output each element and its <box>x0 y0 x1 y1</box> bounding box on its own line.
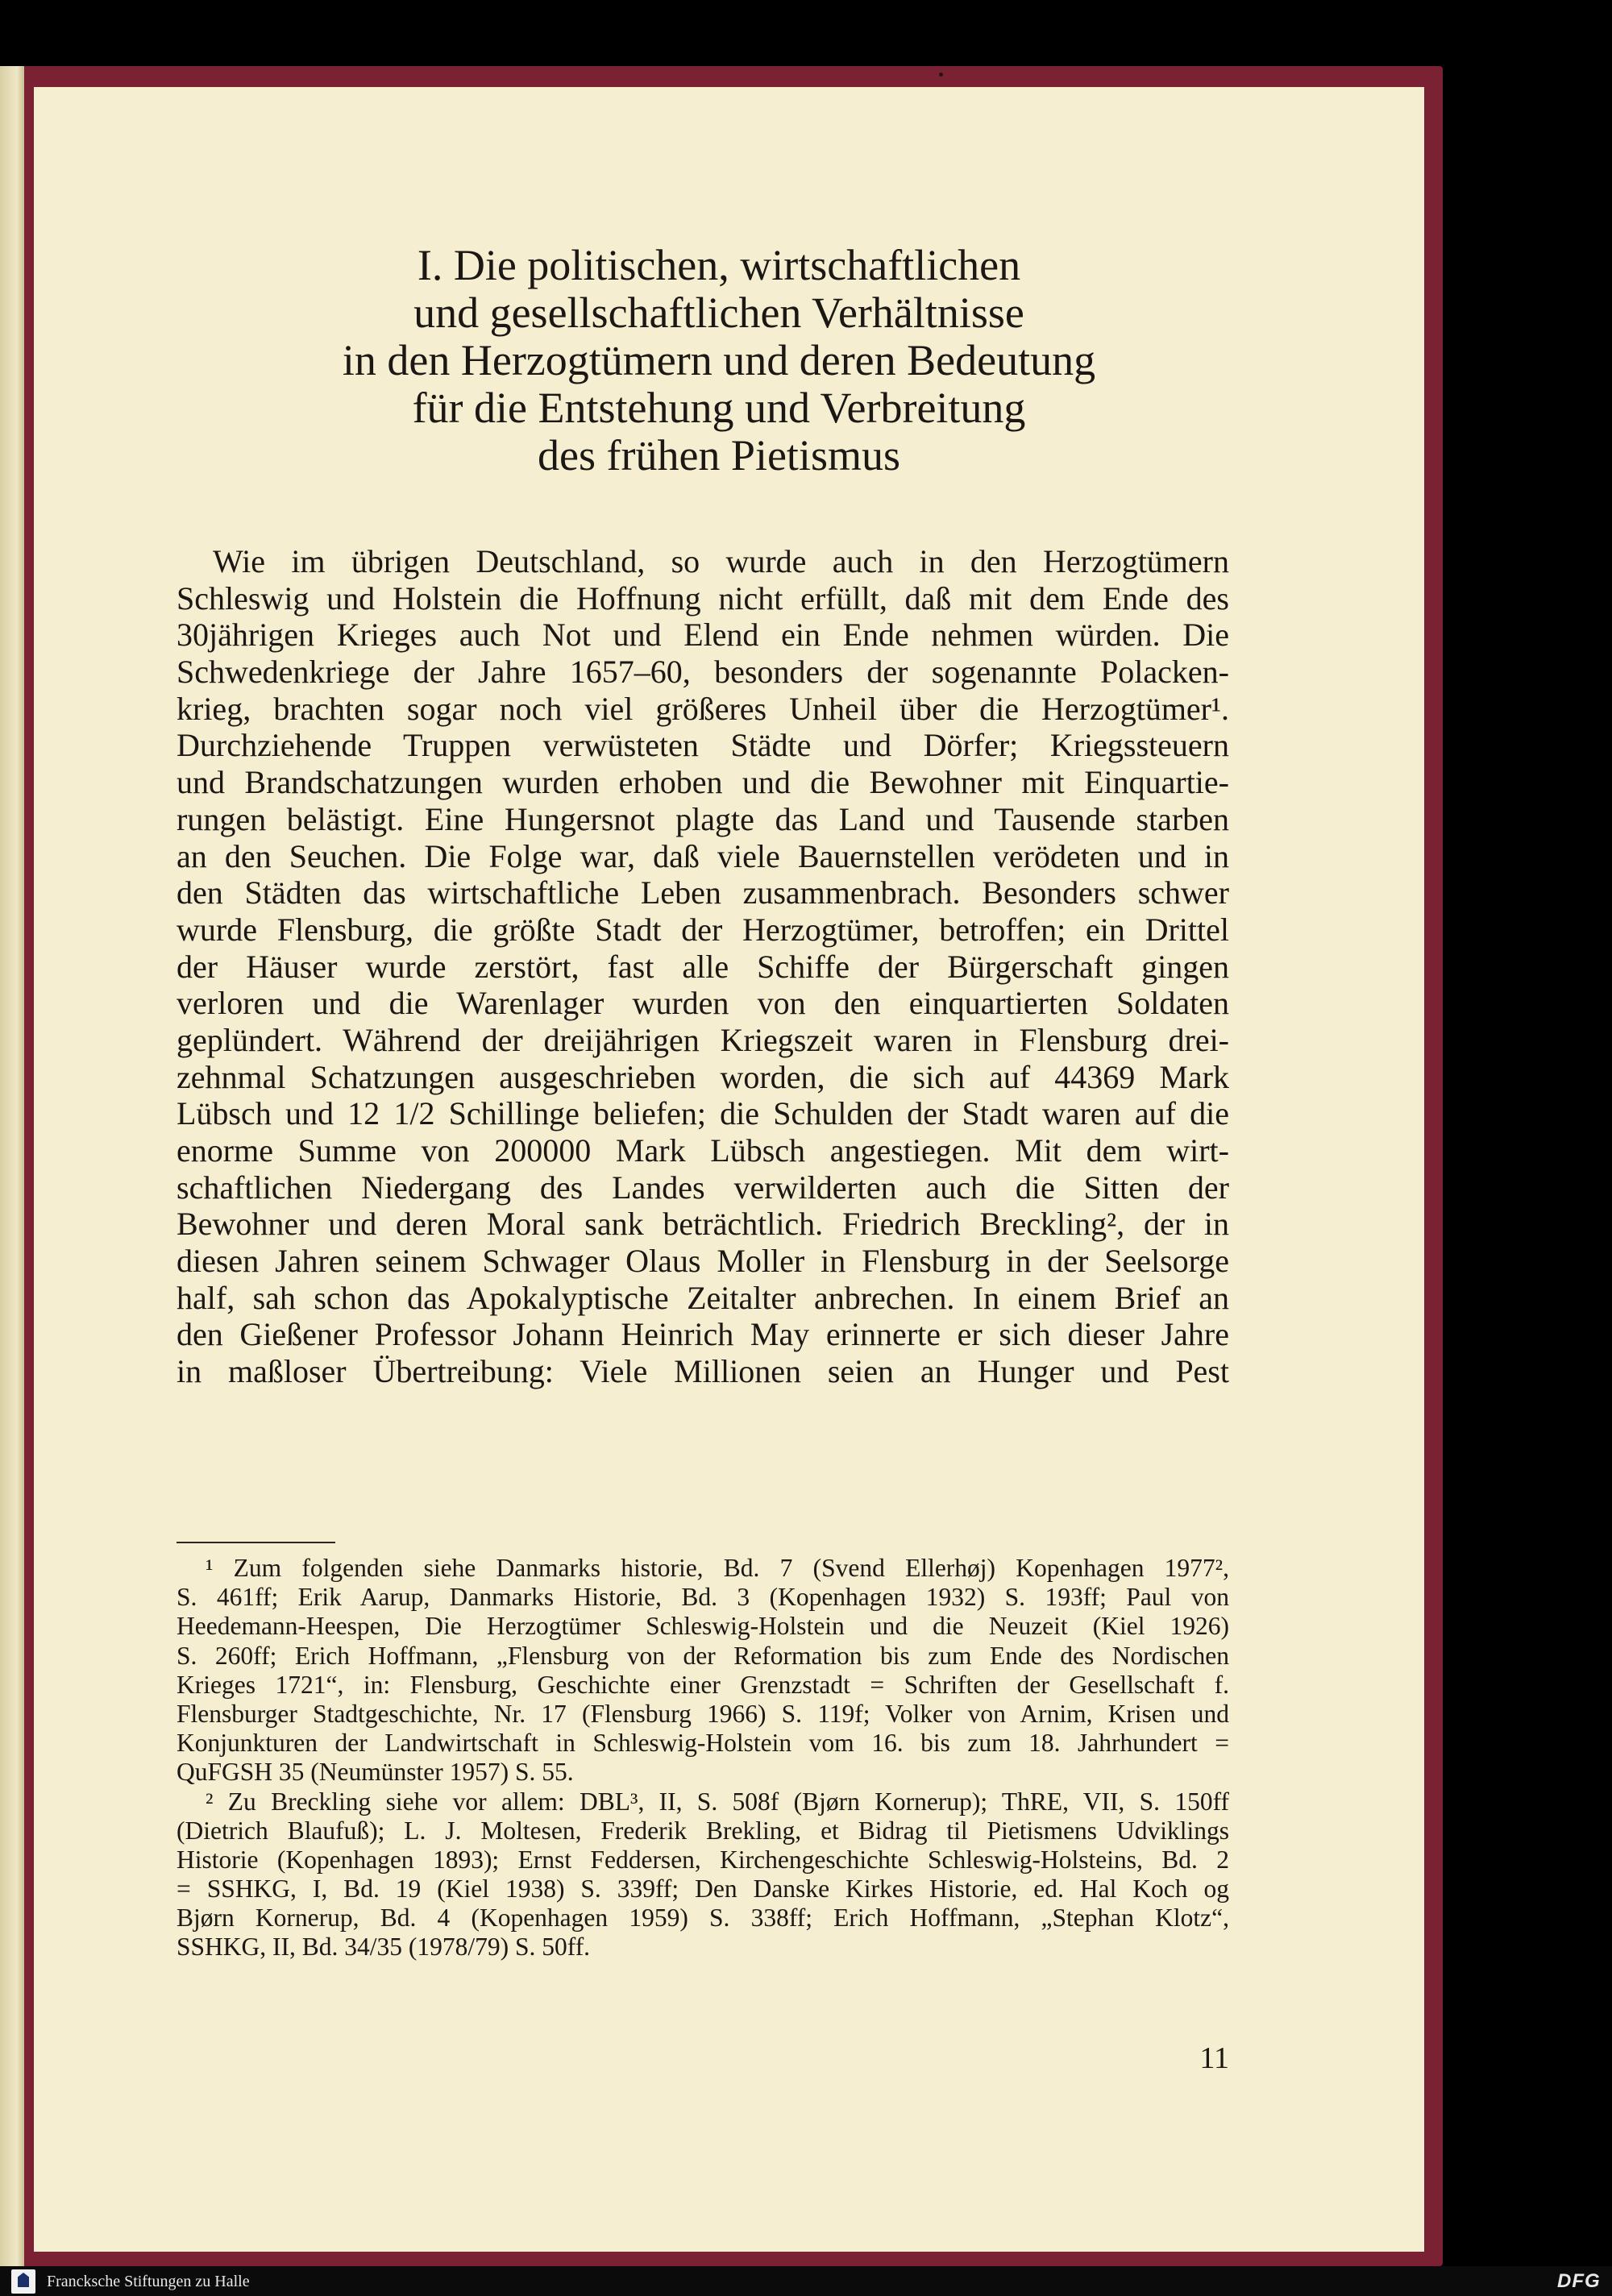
body-line: schaftlichen Niedergang des Landes verwilderten auch die Sitten der <box>177 1169 1229 1206</box>
body-line: den Städten das wirtschaftliche Leben zusammenbrach. Besonders schwer <box>177 874 1229 911</box>
library-name: Francksche Stiftungen zu Halle <box>47 2273 250 2290</box>
body-line: verloren und die Warenlager wurden von den einquartierten Soldaten <box>177 985 1229 1022</box>
body-line: wurde Flensburg, die größte Stadt der Herzogtümer, betroffen; ein Drittel <box>177 911 1229 948</box>
page-mark <box>939 73 943 77</box>
footnote-line: Konjunkturen der Landwirtschaft in Schleswig-Holstein vom 16. bis zum 18. Jahrhundert = <box>177 1729 1229 1758</box>
body-line: half, sah schon das Apokalyptische Zeitalter anbrechen. In einem Brief an <box>177 1279 1229 1316</box>
body-line: krieg, brachten sogar noch viel größeres Unheil über die Herzogtümer¹. <box>177 690 1229 727</box>
body-line: Lübsch und 12 1/2 Schillinge beliefen; die Schulden der Stadt waren auf die <box>177 1095 1229 1132</box>
footnote-line: (Dietrich Blaufuß); L. J. Moltesen, Frederik Brekling, et Bidrag til Pietismens Udviklings <box>177 1816 1229 1845</box>
body-line: Wie im übrigen Deutschland, so wurde auch in den Herzogtümern <box>213 543 1229 579</box>
footnote-line: QuFGSH 35 (Neumünster 1957) S. 55. <box>177 1758 574 1787</box>
footnote-line: Krieges 1721“, in: Flensburg, Geschichte einer Grenzstadt = Schriften der Gesellschaft f. <box>177 1670 1229 1699</box>
body-line: Durchziehende Truppen verwüsteten Städte und Dörfer; Kriegssteuern <box>177 727 1229 764</box>
body-line: diesen Jahren seinem Schwager Olaus Moller in Flensburg in der Seelsorge <box>177 1243 1229 1280</box>
title-line: des frühen Pietismus <box>538 431 900 480</box>
footnote-line: Historie (Kopenhagen 1893); Ernst Feddersen, Kirchengeschichte Schleswig-Holsteins, Bd. 2 <box>177 1845 1229 1874</box>
body-line: den Gießener Professor Johann Heinrich May erinnerte er sich dieser Jahre <box>177 1316 1229 1353</box>
title-line: I. Die politischen, wirtschaftlichen <box>417 241 1021 289</box>
footnote-line: ² Zu Breckling siehe vor allem: DBL³, II, S. 508f (Bjørn Kornerup); ThRE, VII, S. 150ff <box>206 1787 1229 1816</box>
body-line: Schleswig und Holstein die Hoffnung nicht erfüllt, daß mit dem Ende des <box>177 579 1229 617</box>
page-number: 11 <box>1199 2041 1229 2075</box>
left-page-edge <box>0 66 24 2266</box>
body-line: Bewohner und deren Moral sank beträchtlich. Friedrich Breckling², der in <box>177 1206 1229 1243</box>
footnote-line: Bjørn Kornerup, Bd. 4 (Kopenhagen 1959) S. 338ff; Erich Hoffmann, „Stephan Klotz“, <box>177 1904 1229 1933</box>
chapter-title <box>187 242 1251 480</box>
body-line: rungen belästigt. Eine Hungersnot plagte das Land und Tausende starben <box>177 800 1229 837</box>
footnote-line: S. 461ff; Erik Aarup, Danmarks Historie, Bd. 3 (Kopenhagen 1932) S. 193ff; Paul von <box>177 1583 1229 1612</box>
body-line: an den Seuchen. Die Folge war, daß viele Bauernstellen verödeten und in <box>177 837 1229 874</box>
footnote-separator <box>177 1542 335 1543</box>
footnote-line: ¹ Zum folgenden siehe Danmarks historie, Bd. 7 (Svend Ellerhøj) Kopenhagen 1977², <box>206 1554 1229 1582</box>
dfg-logo: DFG <box>1557 2270 1601 2292</box>
footnotes <box>177 1554 1229 1962</box>
book-page <box>34 87 1424 2252</box>
body-line: geplündert. Während der dreijährigen Kriegszeit waren in Flensburg drei- <box>177 1021 1229 1058</box>
footnote-line: Flensburger Stadtgeschichte, Nr. 17 (Flensburg 1966) S. 119f; Volker von Arnim, Krisen und <box>177 1699 1229 1728</box>
title-line: für die Entstehung und Verbreitung <box>412 384 1026 432</box>
body-line: der Häuser wurde zerstört, fast alle Schiffe der Bürgerschaft gingen <box>177 948 1229 985</box>
footnote-1 <box>177 1554 1229 1787</box>
footnote-line: Heedemann-Heespen, Die Herzogtümer Schleswig-Holstein und die Neuzeit (Kiel 1926) <box>177 1612 1229 1641</box>
body-paragraph <box>177 543 1229 1390</box>
title-line: und gesellschaftlichen Verhältnisse <box>413 289 1024 337</box>
library-logo-icon <box>11 2269 35 2294</box>
body-line: in maßloser Übertreibung: Viele Millionen seien an Hunger und Pest <box>177 1353 1229 1390</box>
footnote-line: S. 260ff; Erich Hoffmann, „Flensburg von der Reformation bis zum Ende des Nordischen <box>177 1641 1229 1670</box>
body-line: und Brandschatzungen wurden erhoben und die Bewohner mit Einquartie- <box>177 764 1229 801</box>
title-line: in den Herzogtümern und deren Bedeutung <box>342 336 1096 384</box>
body-line: zehnmal Schatzungen ausgeschrieben worden, die sich auf 44369 Mark <box>177 1058 1229 1095</box>
body-line: Schwedenkriege der Jahre 1657–60, besonders der sogenannte Polacken- <box>177 654 1229 691</box>
body-line: enorme Summe von 200000 Mark Lübsch angestiegen. Mit dem wirt- <box>177 1132 1229 1169</box>
footnote-2 <box>177 1787 1229 1962</box>
footnote-line: SSHKG, II, Bd. 34/35 (1978/79) S. 50ff. <box>177 1933 591 1962</box>
footnote-line: = SSHKG, I, Bd. 19 (Kiel 1938) S. 339ff; Den Danske Kirkes Historie, ed. Hal Koch og <box>177 1875 1229 1904</box>
body-line: 30jährigen Krieges auch Not und Elend ein Ende nehmen würden. Die <box>177 617 1229 654</box>
